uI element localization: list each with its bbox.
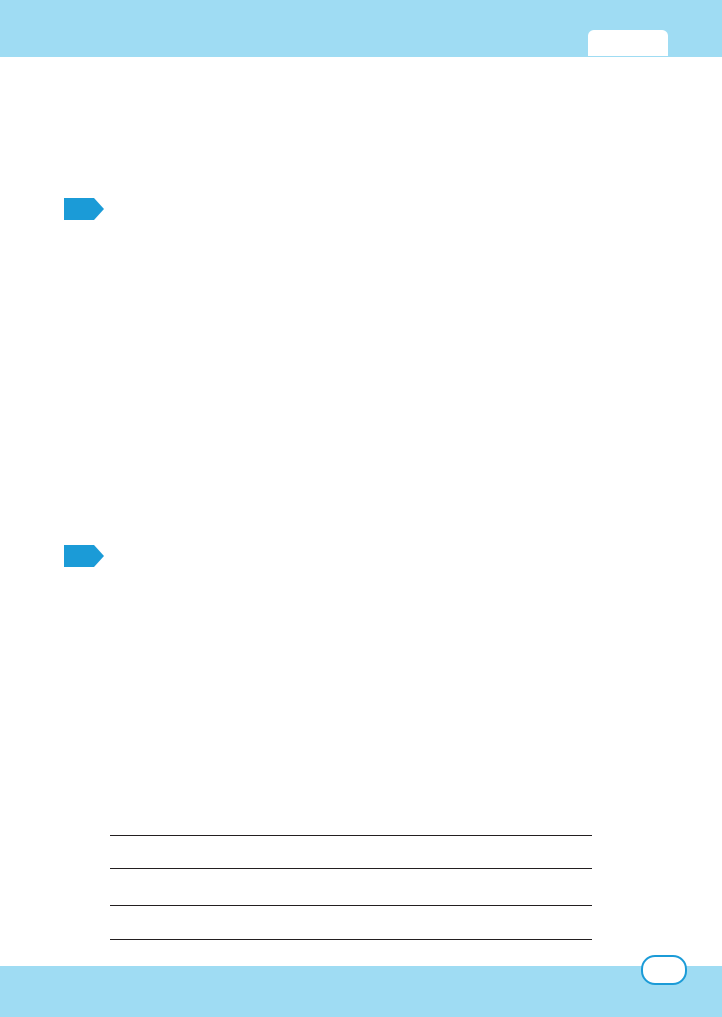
footer-band [0,966,722,1017]
answer-line [110,868,592,869]
answer-line [110,905,592,906]
page-number [641,955,687,985]
answer-line [110,939,592,940]
section-vi-badge [64,545,104,567]
header-divider [0,56,722,57]
section-v-badge [64,198,104,220]
answer-line [110,835,592,836]
unit-label [588,30,668,56]
